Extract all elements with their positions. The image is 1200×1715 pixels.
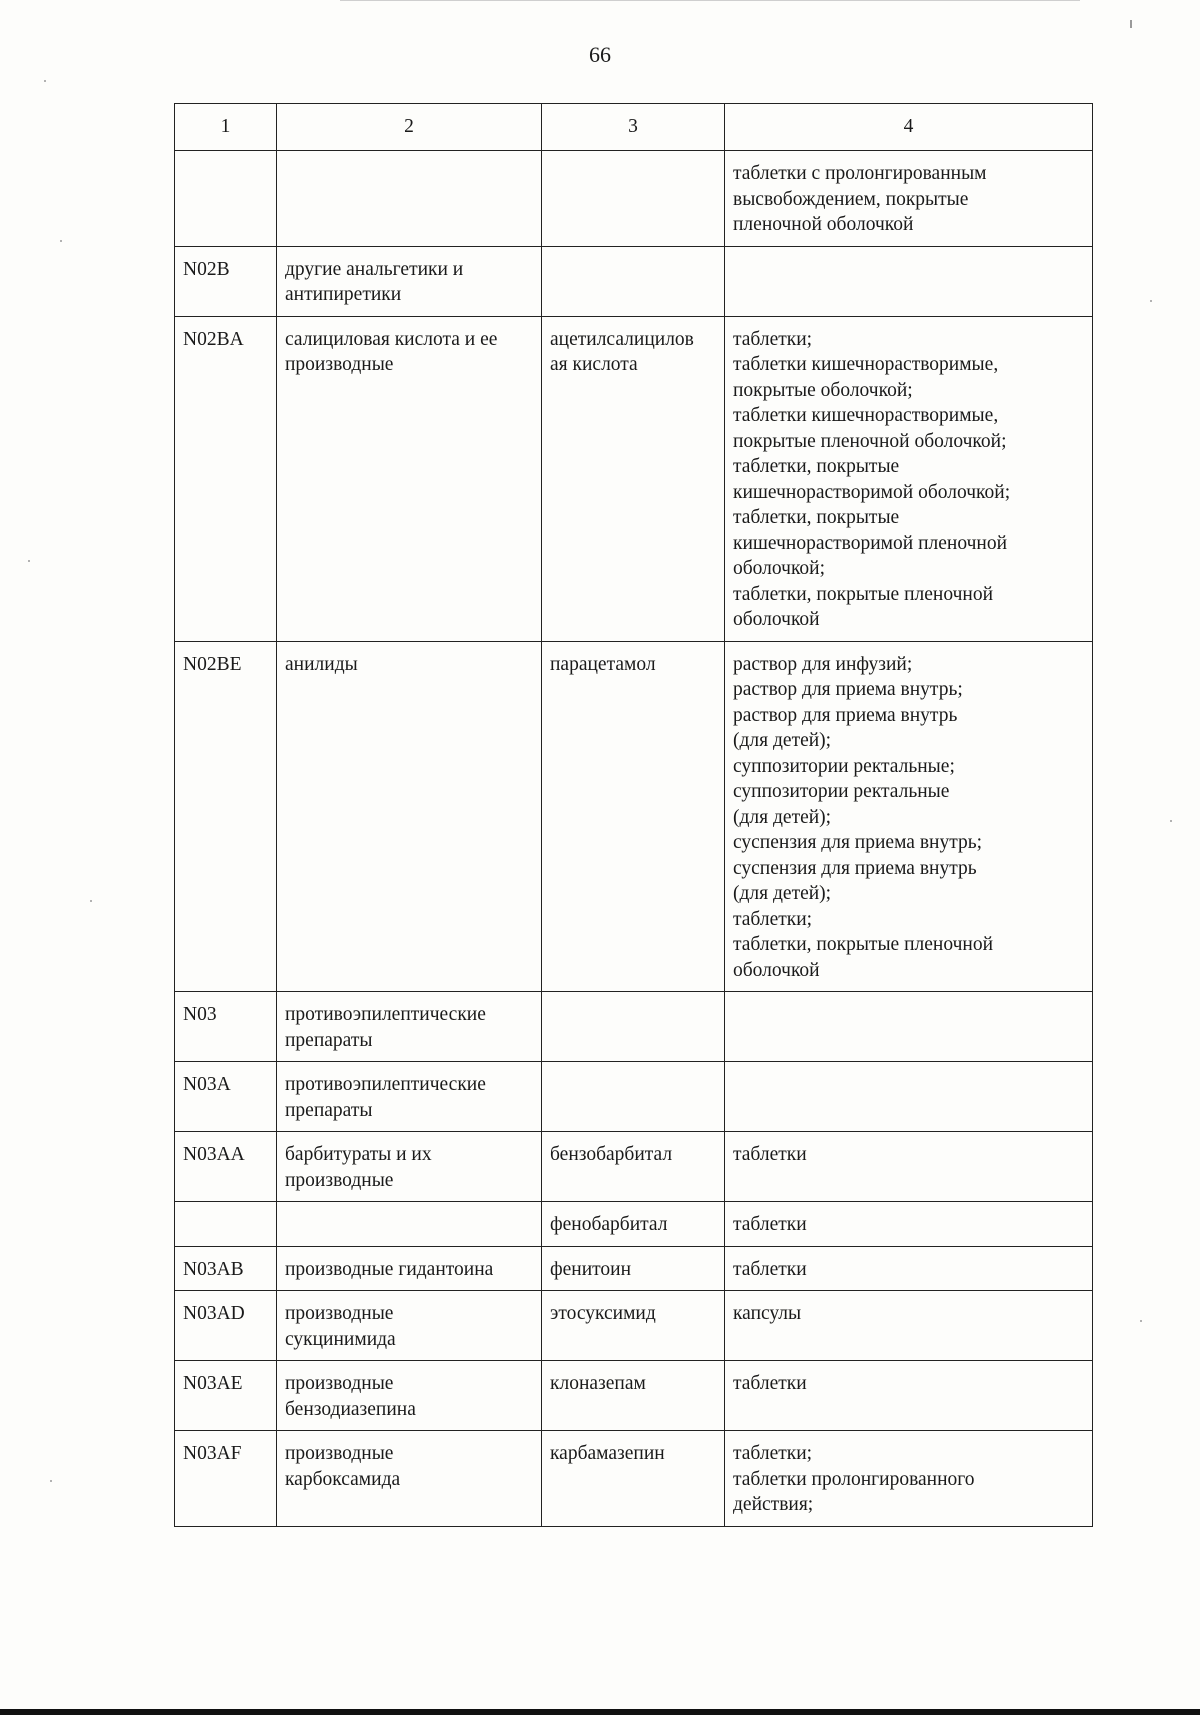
cell-text-line: карбамазепин	[550, 1443, 665, 1464]
cell-text-line: бензодиазепина	[285, 1398, 416, 1420]
substance-cell	[542, 1202, 725, 1247]
atc-code-cell: N03AD	[175, 1291, 277, 1361]
cell-text-line: противоэпилептические	[285, 1074, 486, 1095]
header-col-2: 2	[277, 104, 542, 151]
pharmacological-group-cell	[277, 1291, 542, 1361]
substance-cell	[542, 151, 725, 247]
cell-text-line: производные	[285, 1443, 394, 1464]
cell-text-line: таблетки кишечнорастворимые,	[733, 354, 999, 375]
cell-text-line: оболочкой	[733, 959, 820, 981]
dosage-forms-cell	[725, 1431, 1093, 1527]
cell-text-line: производные	[285, 1303, 394, 1324]
table-row	[175, 1202, 1093, 1247]
pharmacological-group-cell	[277, 151, 542, 247]
dosage-forms-cell	[725, 1361, 1093, 1431]
dosage-forms-cell	[725, 316, 1093, 641]
pharmacological-group-cell	[277, 641, 542, 992]
cell-text-line: салициловая кислота и ее	[285, 328, 498, 350]
header-col-1: 1	[175, 104, 277, 151]
cell-text-line: таблетки	[733, 1373, 807, 1394]
cell-text-line: таблетки	[733, 1214, 807, 1235]
dosage-forms-cell	[725, 1291, 1093, 1361]
dosage-forms-cell	[725, 992, 1093, 1062]
header-col-3: 3	[542, 104, 725, 151]
cell-text-line: пленочной оболочкой	[733, 214, 914, 235]
cell-text-line: покрытые оболочкой;	[733, 379, 913, 401]
cell-text-line: кишечнорастворимой оболочкой;	[733, 481, 1011, 503]
cell-text-line: производные гидантоина	[285, 1258, 494, 1280]
cell-text-line: таблетки;	[733, 1443, 813, 1464]
cell-text-line: карбоксамида	[285, 1468, 401, 1490]
cell-text-line: оболочкой;	[733, 558, 826, 579]
cell-text-line: покрытые пленочной оболочкой;	[733, 430, 1007, 452]
substance-cell	[542, 316, 725, 641]
cell-text-line: суппозитории ректальные	[733, 781, 950, 802]
table-row	[175, 1361, 1093, 1431]
table-row	[175, 1431, 1093, 1527]
substance-cell	[542, 992, 725, 1062]
dosage-forms-cell	[725, 1062, 1093, 1132]
cell-text-line: высвобождением, покрытые	[733, 188, 969, 210]
table-row	[175, 246, 1093, 316]
cell-text-line: (для детей);	[733, 730, 832, 751]
scan-speck	[1150, 300, 1152, 302]
cell-text-line: барбитураты и их	[285, 1144, 432, 1165]
pharmacological-group-cell	[277, 992, 542, 1062]
dosage-forms-cell	[725, 1132, 1093, 1202]
substance-cell	[542, 1291, 725, 1361]
cell-text-line: таблетки кишечнорастворимые,	[733, 405, 999, 426]
cell-text-line: (для детей);	[733, 883, 832, 904]
cell-text-line: анилиды	[285, 653, 358, 675]
table-row	[175, 151, 1093, 247]
substance-cell	[542, 1062, 725, 1132]
scan-speck	[1130, 20, 1132, 28]
header-col-4: 4	[725, 104, 1093, 151]
cell-text-line: таблетки;	[733, 908, 813, 930]
substance-cell	[542, 246, 725, 316]
atc-code-cell	[175, 151, 277, 247]
atc-code-cell: N02B	[175, 246, 277, 316]
scan-speck	[50, 1480, 52, 1482]
cell-text-line: препараты	[285, 1099, 373, 1121]
dosage-forms-cell	[725, 151, 1093, 247]
scan-top-edge	[340, 0, 1080, 1]
dosage-forms-cell	[725, 1202, 1093, 1247]
pharmacological-group-cell	[277, 1062, 542, 1132]
cell-text-line: суспензия для приема внутрь;	[733, 832, 983, 853]
table-row	[175, 1246, 1093, 1291]
cell-text-line: фенитоин	[550, 1258, 632, 1280]
cell-text-line: раствор для инфузий;	[733, 653, 913, 675]
cell-text-line: суппозитории ректальные;	[733, 755, 955, 777]
cell-text-line: таблетки, покрытые	[733, 507, 900, 528]
dosage-forms-cell	[725, 641, 1093, 992]
table-row	[175, 316, 1093, 641]
dosage-forms-cell	[725, 246, 1093, 316]
substance-cell	[542, 1431, 725, 1527]
page-number: 66	[589, 42, 611, 67]
cell-text-line: таблетки, покрытые пленочной	[733, 934, 994, 955]
dosage-forms-cell	[725, 1246, 1093, 1291]
scan-speck	[1170, 820, 1172, 822]
cell-text-line: (для детей);	[733, 806, 832, 828]
cell-text-line: препараты	[285, 1029, 373, 1051]
table-row	[175, 1291, 1093, 1361]
atc-code-cell: N03A	[175, 1062, 277, 1132]
pharmacological-group-cell	[277, 1202, 542, 1247]
atc-code-cell: N03	[175, 992, 277, 1062]
table-row	[175, 641, 1093, 992]
scan-bottom-edge	[0, 1709, 1200, 1715]
cell-text-line: таблетки пролонгированного	[733, 1468, 975, 1490]
substance-cell	[542, 1246, 725, 1291]
cell-text-line: ая кислота	[550, 354, 638, 375]
cell-text-line: ацетилсалицилов	[550, 328, 694, 350]
cell-text-line: парацетамол	[550, 653, 656, 675]
scan-speck	[60, 240, 62, 242]
cell-text-line: раствор для приема внутрь	[733, 704, 958, 726]
pharmacological-group-cell	[277, 246, 542, 316]
scan-speck	[1140, 1320, 1142, 1322]
cell-text-line: суспензия для приема внутрь	[733, 857, 977, 879]
atc-code-cell: N03AB	[175, 1246, 277, 1291]
cell-text-line: фенобарбитал	[550, 1214, 668, 1235]
scan-speck	[44, 80, 46, 82]
table-header-row	[175, 104, 1093, 151]
drug-table	[174, 103, 1093, 1527]
substance-cell	[542, 1132, 725, 1202]
atc-code-cell: N03AF	[175, 1431, 277, 1527]
cell-text-line: таблетки, покрытые пленочной	[733, 583, 994, 605]
cell-text-line: бензобарбитал	[550, 1144, 673, 1165]
table-row	[175, 1132, 1093, 1202]
cell-text-line: действия;	[733, 1494, 814, 1515]
cell-text-line: антипиретики	[285, 284, 402, 305]
cell-text-line: кишечнорастворимой пленочной	[733, 532, 1008, 554]
substance-cell	[542, 641, 725, 992]
table-row	[175, 992, 1093, 1062]
scan-speck	[90, 900, 92, 902]
pharmacological-group-cell	[277, 1246, 542, 1291]
cell-text-line: таблетки	[733, 1144, 807, 1165]
cell-text-line: другие анальгетики и	[285, 258, 464, 280]
cell-text-line: производные	[285, 354, 394, 375]
cell-text-line: производные	[285, 1373, 394, 1394]
atc-code-cell: N03AE	[175, 1361, 277, 1431]
cell-text-line: противоэпилептические	[285, 1004, 486, 1025]
cell-text-line: таблетки	[733, 1258, 807, 1280]
pharmacological-group-cell	[277, 1431, 542, 1527]
cell-text-line: оболочкой	[733, 609, 820, 630]
cell-text-line: таблетки с пролонгированным	[733, 163, 987, 184]
cell-text-line: сукцинимида	[285, 1328, 396, 1350]
substance-cell	[542, 1361, 725, 1431]
cell-text-line: этосуксимид	[550, 1303, 656, 1324]
table-body	[175, 151, 1093, 1527]
atc-code-cell: N03AA	[175, 1132, 277, 1202]
cell-text-line: таблетки, покрытые	[733, 456, 900, 477]
atc-code-cell	[175, 1202, 277, 1247]
cell-text-line: клоназепам	[550, 1373, 646, 1394]
pharmacological-group-cell	[277, 1361, 542, 1431]
atc-code-cell: N02BE	[175, 641, 277, 992]
table-row	[175, 1062, 1093, 1132]
cell-text-line: таблетки;	[733, 328, 813, 350]
cell-text-line: капсулы	[733, 1303, 802, 1324]
scan-speck	[28, 560, 30, 562]
atc-code-cell: N02BA	[175, 316, 277, 641]
cell-text-line: производные	[285, 1169, 394, 1191]
cell-text-line: раствор для приема внутрь;	[733, 679, 963, 700]
pharmacological-group-cell	[277, 1132, 542, 1202]
pharmacological-group-cell	[277, 316, 542, 641]
